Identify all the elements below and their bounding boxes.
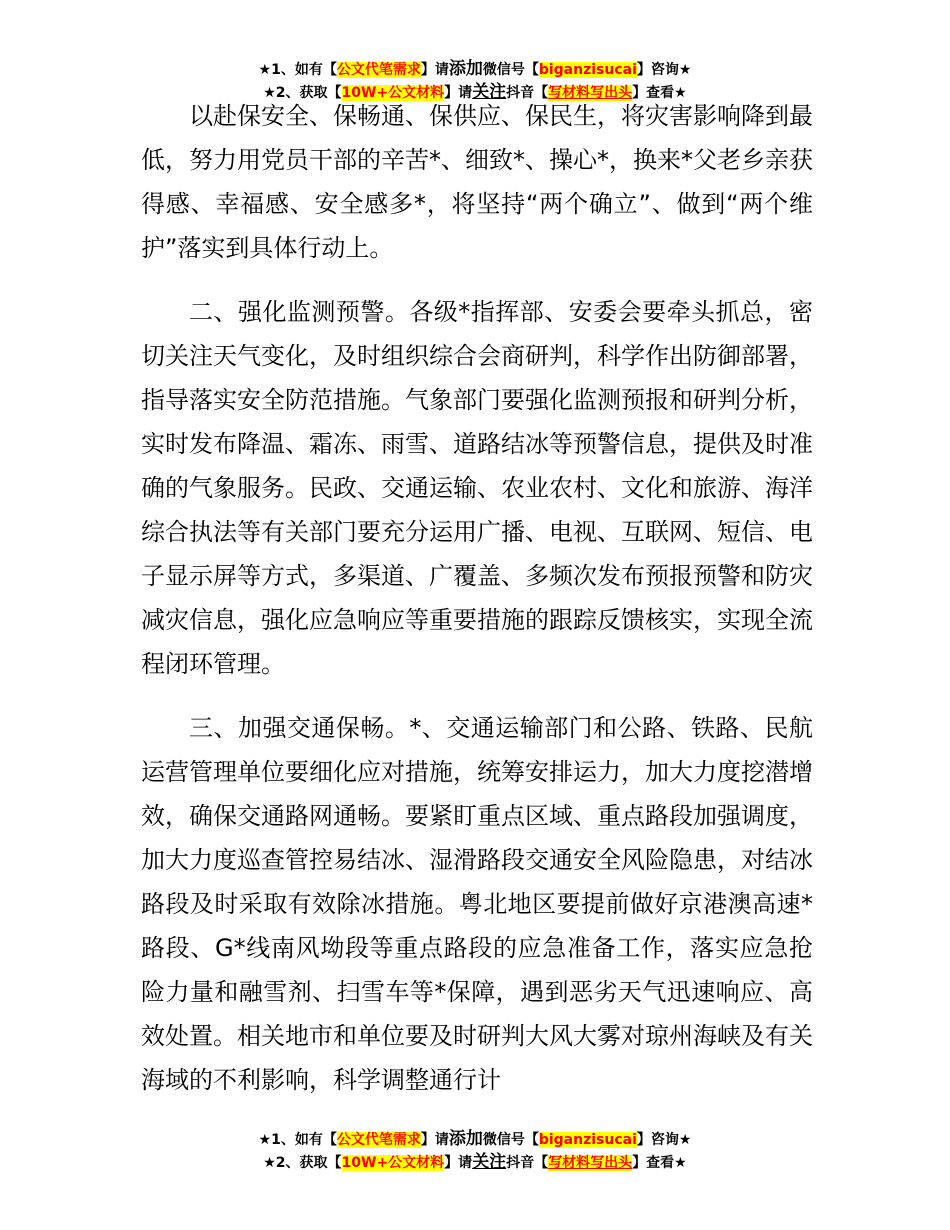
paragraph: 二、强化监测预警。各级*指挥部、安委会要牵头抓总，密切关注天气变化，及时组织综合会商研判，科学作出防御部署，指导落实安全防范措施。气象部门要强化监测预报和研判分析，实时发布降温、霜冻、雨雪、道路结冰等预警信息，提供及时准确的气象服务。民政、交通运输、农业农村、文化和旅游、海洋综合执法等有关部门要充分运用广播、电视、互联网、短信、电子显示屏等方式，多渠道、广覆盖、多频次发布预报预警和防灾减灾信息，强化应急响应等重要措施的跟踪反馈核实，实现全流程闭环管理。 bbox=[141, 298, 813, 678]
banner-text: ★2、获取【 bbox=[263, 1155, 342, 1171]
paragraph: 以赴保安全、保畅通、保供应、保民生，将灾害影响降到最低，努力用党员干部的辛苦*、细致*、操心*，换来*父老乡亲获得感、幸福感、安全感多*，将坚持“两个确立”、做到“两个维护”落实到具体行动上。 bbox=[141, 102, 813, 262]
banner-line-1 bbox=[0, 58, 950, 81]
banner-highlight: 写材料写出头 bbox=[548, 85, 633, 101]
banner-highlight: 写材料写出头 bbox=[548, 1155, 633, 1171]
banner-text: 】请 bbox=[444, 1155, 473, 1171]
paragraph: 三、加强交通保畅。*、交通运输部门和公路、铁路、民航运营管理单位要细化应对措施，统筹安排运力，加大力度挖潜增效，确保交通路网通畅。要紧盯重点区域、重点路段加强调度，加大力度巡查管控易结冰、湿滑路段交通安全风险隐患，对结冰路段及时采取有效除冰措施。粤北地区要提前做好京港澳高速*路段、G*线南风坳段等重点路段的应急准备工作，落实应急抢险力量和融雪剂、扫雪车等*保障，遇到恶劣天气迅速响应、高效处置。相关地市和单位要及时研判大风大雾对琼州海峡及有关海域的不利影响，科学调整通行计 bbox=[141, 714, 813, 1094]
banner-text: 】咨询★ bbox=[636, 62, 692, 78]
banner-emphasis: 关注 bbox=[472, 1152, 507, 1172]
banner-highlight: 10W+公文材料 bbox=[341, 85, 445, 101]
banner-text: 】查看★ bbox=[632, 85, 687, 101]
banner-line-1 bbox=[0, 1128, 950, 1151]
banner-text: 微信号【 bbox=[482, 62, 539, 78]
footer-banner bbox=[0, 1128, 950, 1174]
banner-text: 】请 bbox=[444, 85, 473, 101]
banner-highlight: biganzisucai bbox=[538, 1132, 637, 1148]
banner-text: 抖音【 bbox=[506, 85, 549, 101]
banner-emphasis: 关注 bbox=[472, 82, 507, 102]
banner-emphasis: 添加 bbox=[448, 1129, 483, 1149]
banner-highlight: biganzisucai bbox=[538, 62, 637, 78]
banner-highlight: 公文代笔需求 bbox=[336, 1132, 421, 1148]
banner-highlight: 10W+公文材料 bbox=[341, 1155, 445, 1171]
banner-text: 】咨询★ bbox=[636, 1132, 692, 1148]
banner-emphasis: 添加 bbox=[448, 59, 483, 79]
banner-highlight: 公文代笔需求 bbox=[336, 62, 421, 78]
banner-text: ★2、获取【 bbox=[263, 85, 342, 101]
banner-text: 微信号【 bbox=[482, 1132, 539, 1148]
document-body bbox=[141, 94, 813, 1122]
banner-text: ★1、如有【 bbox=[258, 62, 337, 78]
banner-text: 】查看★ bbox=[632, 1155, 687, 1171]
banner-text: ★1、如有【 bbox=[258, 1132, 337, 1148]
banner-text: 】请 bbox=[420, 62, 449, 78]
banner-line-2 bbox=[0, 1151, 950, 1174]
banner-text: 】请 bbox=[420, 1132, 449, 1148]
banner-text: 抖音【 bbox=[506, 1155, 549, 1171]
